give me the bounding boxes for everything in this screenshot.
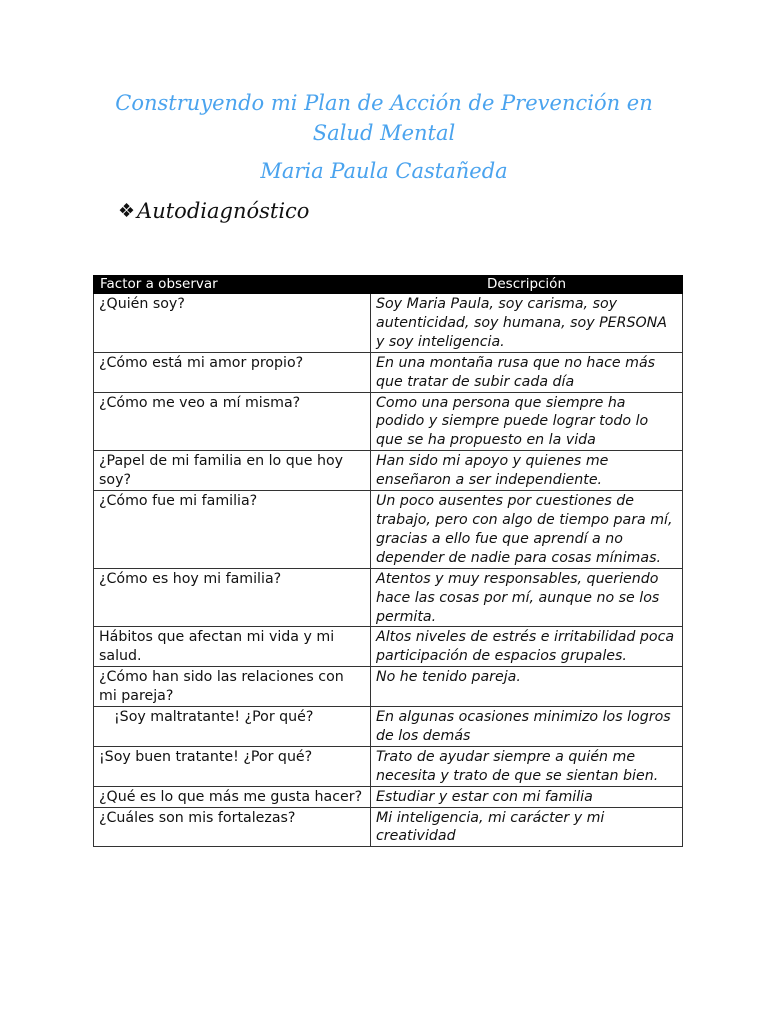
factor-cell: ¿Cuáles son mis fortalezas? [94, 807, 371, 847]
description-cell: Un poco ausentes por cuestiones de trabajo, pero con algo de tiempo para mí, gracias a ello fue que aprendí a no depender de nadie para cosas mínimas. [371, 491, 683, 569]
table-row [94, 807, 683, 847]
table-row [94, 392, 683, 451]
table-row [94, 667, 683, 707]
table-row [94, 451, 683, 491]
document-title-line2: Salud Mental [312, 121, 456, 145]
factor-cell: ¿Papel de mi familia en lo que hoy soy? [94, 451, 371, 491]
description-cell: Como una persona que siempre ha podido y siempre puede lograr todo lo que se ha propuesto en la vida [371, 392, 683, 451]
description-cell: En una montaña rusa que no hace más que tratar de subir cada día [371, 352, 683, 392]
document-title-line1: Construyendo mi Plan de Acción de Prevención en [115, 91, 653, 115]
description-cell: En algunas ocasiones minimizo los logros de los demás [371, 707, 683, 747]
factor-cell: ¡Soy buen tratante! ¿Por qué? [94, 746, 371, 786]
description-cell: Han sido mi apoyo y quienes me enseñaron a ser independiente. [371, 451, 683, 491]
table-row [94, 627, 683, 667]
factor-cell: ¿Cómo me veo a mí misma? [94, 392, 371, 451]
factor-cell: ¿Cómo fue mi familia? [94, 491, 371, 569]
section-heading [118, 196, 309, 226]
factor-cell: ¿Cómo es hoy mi familia? [94, 568, 371, 627]
factor-cell: ¿Quién soy? [94, 294, 371, 353]
author-name: Maria Paula Castañeda [260, 159, 508, 183]
table-row [94, 491, 683, 569]
description-cell: Soy Maria Paula, soy carisma, soy autenticidad, soy humana, soy PERSONA y soy inteligencia. [371, 294, 683, 353]
description-cell: Altos niveles de estrés e irritabilidad poca participación de espacios grupales. [371, 627, 683, 667]
factor-cell: ¿Cómo está mi amor propio? [94, 352, 371, 392]
table-header-row [94, 276, 683, 294]
factor-cell: ¿Qué es lo que más me gusta hacer? [94, 786, 371, 807]
column-header-description: Descripción [371, 276, 683, 294]
table-row [94, 352, 683, 392]
diamond-bullet-icon: ❖ [118, 200, 136, 222]
description-cell: No he tenido pareja. [371, 667, 683, 707]
description-cell: Trato de ayudar siempre a quién me necesita y trato de que se sientan bien. [371, 746, 683, 786]
description-cell: Estudiar y estar con mi familia [371, 786, 683, 807]
table-row [94, 294, 683, 353]
table-row [94, 568, 683, 627]
table-row [94, 746, 683, 786]
description-cell: Mi inteligencia, mi carácter y mi creatividad [371, 807, 683, 847]
table-row [94, 707, 683, 747]
factor-cell: ¿Cómo han sido las relaciones con mi pareja? [94, 667, 371, 707]
self-diagnosis-table [93, 275, 683, 847]
section-heading-label: Autodiagnóstico [137, 199, 310, 223]
factor-cell: ¡Soy maltratante! ¿Por qué? [94, 707, 371, 747]
column-header-factor: Factor a observar [94, 276, 371, 294]
description-cell: Atentos y muy responsables, queriendo hace las cosas por mí, aunque no se los permita. [371, 568, 683, 627]
factor-cell: Hábitos que afectan mi vida y mi salud. [94, 627, 371, 667]
table-row [94, 786, 683, 807]
